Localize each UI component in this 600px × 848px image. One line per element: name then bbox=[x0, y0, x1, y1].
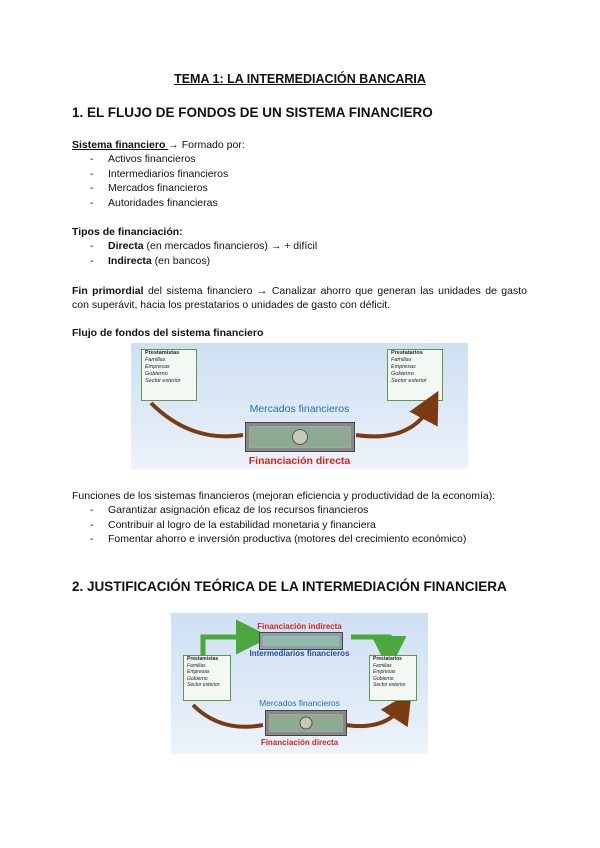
intermediarios-image bbox=[259, 632, 343, 650]
left-curve-arrow-2 bbox=[193, 705, 263, 727]
tipos-label: Tipos de financiación: bbox=[72, 226, 183, 238]
tipo-bold: Indirecta bbox=[108, 254, 152, 267]
funciones-intro: Funciones de los sistemas financieros (mejoran eficiencia y productividad de la economía): bbox=[72, 490, 496, 502]
box-item: Empresas bbox=[373, 669, 396, 675]
tipo-rest: (en mercados financieros) → + difícil bbox=[143, 240, 318, 252]
list-item: - Mercados financieros bbox=[72, 181, 228, 196]
box-item: Familias bbox=[391, 357, 412, 363]
box-item: Gobierno bbox=[187, 675, 208, 682]
intermediarios-label: Intermediarios financieros bbox=[249, 649, 350, 658]
flujo-fondos-diagram bbox=[131, 343, 468, 469]
document-title: TEMA 1: LA INTERMEDIACIÓN BANCARIA bbox=[174, 72, 426, 86]
intermediacion-diagram bbox=[171, 613, 428, 754]
box-item: Gobierno bbox=[391, 371, 414, 377]
box-title: Prestatarios bbox=[391, 350, 423, 356]
mercados-label: Mercados financieros bbox=[249, 403, 350, 415]
fin-rest: del sistema financiero → Canalizar ahorro que generan las unidades de gasto con superávit, hacia los prestatarios o unidades de gasto con déficit. bbox=[72, 285, 527, 311]
box-title: Prestatarios bbox=[373, 656, 402, 662]
box-item: Sector exterior bbox=[391, 378, 427, 384]
box-item: Sector exterior bbox=[373, 682, 406, 688]
prestamistas-box-2 bbox=[183, 655, 231, 701]
box-item: Empresas bbox=[187, 669, 210, 675]
list-item bbox=[72, 239, 317, 254]
list-item: - Activos financieros bbox=[72, 152, 228, 167]
box-item: Gobierno bbox=[373, 675, 394, 682]
box-item: Empresas bbox=[145, 364, 170, 370]
money-image bbox=[245, 422, 355, 452]
list-item bbox=[72, 254, 317, 269]
right-curve-arrow-2 bbox=[346, 705, 403, 726]
box-item: Sector exterior bbox=[187, 682, 220, 688]
mercados-label-2: Mercados financieros bbox=[259, 698, 340, 708]
financiacion-directa-label-2: Financiación directa bbox=[260, 738, 339, 747]
box-item: Familias bbox=[145, 357, 166, 363]
tipos-list bbox=[72, 239, 317, 268]
financiacion-directa-label: Financiación directa bbox=[248, 455, 351, 467]
sistema-financiero-rest: → Formado por: bbox=[168, 139, 245, 151]
list-item: - Intermediarios financieros bbox=[72, 167, 228, 182]
list-item: - Contribuir al logro de la estabilidad monetaria y financiera bbox=[72, 518, 466, 533]
list-item: - Fomentar ahorro e inversión productiva (motores del crecimiento económico) bbox=[72, 532, 466, 547]
fin-primordial-paragraph bbox=[72, 284, 527, 312]
sistema-financiero-label: Sistema financiero bbox=[72, 139, 169, 151]
tipo-rest: (en bancos) bbox=[151, 254, 211, 267]
box-item: Familias bbox=[187, 662, 206, 669]
box-item: Familias bbox=[373, 662, 392, 669]
prestatarios-box-2 bbox=[369, 655, 417, 701]
box-item: Empresas bbox=[391, 364, 416, 370]
money-image-2 bbox=[265, 710, 347, 736]
box-title: Prestamistas bbox=[187, 656, 219, 662]
box-item: Gobierno bbox=[145, 371, 168, 377]
funciones-list bbox=[72, 503, 466, 547]
box-item: Sector exterior bbox=[145, 378, 181, 384]
list-item: - Autoridades financieras bbox=[72, 196, 228, 211]
section2-heading: 2. JUSTIFICACIÓN TEÓRICA DE LA INTERMEDIACIÓN FINANCIERA bbox=[72, 579, 507, 594]
financiacion-indirecta-label: Financiación indirecta bbox=[257, 622, 342, 631]
fin-bold: Fin primordial bbox=[72, 285, 144, 297]
components-list bbox=[72, 152, 228, 210]
tipo-bold: Directa bbox=[108, 240, 144, 252]
sistema-financiero-line bbox=[72, 138, 245, 152]
list-item: - Garantizar asignación eficaz de los recursos financieros bbox=[72, 503, 466, 518]
section1-heading: 1. EL FLUJO DE FONDOS DE UN SISTEMA FINANCIERO bbox=[72, 105, 433, 120]
flujo-label: Flujo de fondos del sistema financiero bbox=[72, 327, 264, 339]
box-title: Prestamistas bbox=[145, 350, 180, 356]
